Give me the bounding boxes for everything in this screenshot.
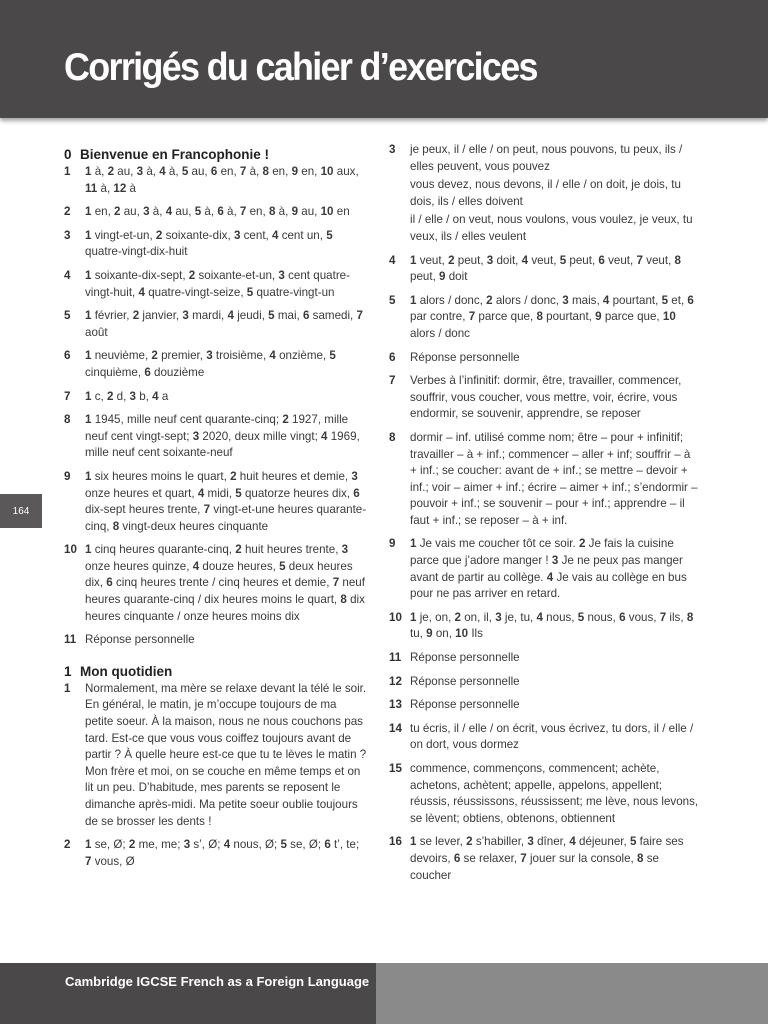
answer-number: 6 — [144, 365, 151, 379]
exercise-number: 5 — [64, 309, 71, 323]
answer-text: 1 Je vais me coucher tôt ce soir. 2 Je fais la cuisine parce que j’adore manger ! 3 Je ne peux pas manger avant de partir au collège. 4 Je vais au collège en bus pour ne pas arriver en retard. — [410, 537, 687, 601]
answer-number: 4 — [192, 559, 200, 573]
answer-number: 2 — [466, 835, 473, 849]
answer-number: 7 — [659, 610, 667, 624]
section-0-items — [64, 164, 368, 649]
answer-number: 6 — [302, 309, 310, 323]
section-title: Bienvenue en Francophonie ! — [80, 147, 270, 162]
exercise-number: 13 — [389, 698, 402, 712]
answer-number: 10 — [455, 627, 469, 641]
answer-number: 2 — [151, 349, 158, 363]
answer-number: 4 — [546, 570, 554, 584]
answer-number: 1 — [85, 838, 92, 852]
answer-number: 2 — [155, 228, 163, 242]
answer-number: 3 — [527, 835, 534, 849]
exercise-number: 2 — [64, 205, 71, 219]
answer-number: 9 — [291, 205, 299, 219]
answer-number: 3 — [206, 349, 213, 363]
answer-text: 1 en, 2 au, 3 à, 4 au, 5 à, 6 à, 7 en, 8 à, 9 au, 10 en — [85, 205, 350, 219]
answer-number: 1 — [85, 389, 92, 403]
answer-text: commence, commençons, commencent; achète, achetons, achètent; appelle, appelons, appellent; réussis, réussissons, réussissent; me lève, nous levons, se lèvent; obtiens, obtenons, obtiennent — [410, 762, 699, 825]
exercise-answer — [410, 293, 699, 343]
answer-text: 1 février, 2 janvier, 3 mardi, 4 jeudi, 5 mai, 6 samedi, 7 août — [85, 309, 363, 339]
answer-number: 3 — [136, 165, 144, 178]
exercise-item — [64, 389, 368, 406]
answer-number: 4 — [138, 285, 145, 299]
exercise-item — [389, 350, 699, 367]
exercise-answer — [410, 536, 699, 602]
answer-number: 2 — [132, 309, 140, 323]
answer-text: 1 à, 2 au, 3 à, 4 à, 5 au, 6 en, 7 à, 8 en, 9 en, 10 aux, 11 à, 12 à — [85, 165, 359, 195]
answer-number: 7 — [239, 165, 247, 178]
exercise-item — [64, 412, 368, 462]
answer-text: 1 neuvième, 2 premier, 3 troisième, 4 onzième, 5 cinquième, 6 douzième — [85, 349, 336, 379]
answer-number: 7 — [239, 205, 247, 219]
exercise-number: 10 — [389, 610, 402, 624]
answer-number: 1 — [85, 543, 92, 557]
answer-number: 3 — [143, 205, 150, 219]
exercise-answer — [85, 389, 368, 406]
answer-number: 1 — [85, 228, 92, 242]
exercise-answer — [410, 373, 699, 423]
exercise-item — [64, 469, 368, 535]
answer-number: 5 — [235, 486, 242, 500]
answer-number: 3 — [551, 554, 559, 568]
answer-number: 4 — [159, 165, 166, 178]
answer-number: 4 — [165, 205, 173, 219]
exercise-item — [389, 721, 699, 754]
answer-number: 5 — [329, 349, 336, 363]
exercise-item — [389, 253, 699, 286]
answer-number: 4 — [569, 835, 576, 849]
right-column-items — [389, 142, 699, 884]
exercise-answer — [410, 253, 699, 286]
exercise-number: 8 — [389, 430, 396, 444]
exercise-item — [64, 632, 368, 649]
answer-number: 1 — [410, 610, 417, 624]
answer-text: 1 se lever, 2 s’habiller, 3 dîner, 4 déjeuner, 5 faire ses devoirs, 6 se relaxer, 7 jouer sur la console, 8 se coucher — [410, 835, 684, 882]
answer-number: 5 — [577, 610, 585, 624]
answer-number: 3 — [486, 253, 494, 267]
exercise-number: 12 — [389, 674, 402, 688]
answer-number: 2 — [235, 543, 242, 557]
answer-number: 2 — [282, 413, 289, 427]
answer-number: 3 — [233, 228, 241, 242]
exercise-number: 14 — [389, 721, 402, 735]
exercise-answer — [410, 430, 699, 530]
exercise-item — [64, 204, 368, 221]
answer-number: 2 — [128, 838, 136, 852]
exercise-item — [64, 837, 368, 870]
answer-text: 1 vingt-et-un, 2 soixante-dix, 3 cent, 4 cent un, 5 quatre-vingt-dix-huit — [85, 228, 333, 259]
answer-text: 1 six heures moins le quart, 2 huit heures et demie, 3 onze heures et quart, 4 midi, 5 quatorze heures dix, 6 dix-sept heures trente, 7 vingt-et-une heures quarante-cinq, 8 vingt-deux heures cinquante — [85, 469, 367, 533]
section-1-items — [64, 681, 368, 871]
exercise-number: 1 — [64, 165, 71, 178]
section-heading-0 — [64, 146, 368, 164]
answer-number: 6 — [324, 838, 331, 852]
answer-number: 8 — [536, 310, 543, 324]
answer-number: 7 — [468, 310, 476, 324]
answer-number: 1 — [85, 205, 92, 219]
answer-number: 6 — [687, 293, 694, 307]
answer-number: 4 — [521, 253, 529, 267]
answer-number: 4 — [197, 486, 205, 500]
answer-number: 6 — [453, 851, 461, 865]
answer-number: 6 — [217, 205, 224, 219]
answer-number: 3 — [278, 268, 285, 282]
answer-number: 11 — [85, 181, 98, 195]
exercise-item — [389, 430, 699, 530]
exercise-number: 9 — [64, 469, 71, 483]
exercise-number: 16 — [389, 835, 402, 849]
answer-number: 3 — [192, 429, 200, 443]
exercise-item — [389, 834, 699, 884]
answer-text: dormir – inf. utilisé comme nom; être – pour + infinitif; travailler – à + inf.; commencer – aller + inf; souffrir – à + inf.; se coucher: avant de + inf.; se mettre – devoir + inf.; voir – aimer + inf.; écrire – aimer + inf.; s’endormir – pouvoir + inf.; se souvenir – pour + inf.; apprendre – il faut + inf.; se reposer – à + inf. — [410, 430, 698, 527]
page-footer — [0, 963, 768, 1024]
exercise-answer — [85, 228, 368, 261]
answer-text: 1 soixante-dix-sept, 2 soixante-et-un, 3 cent quatre-vingt-huit, 4 quatre-vingt-seize, 5 quatre-vingt-un — [85, 268, 350, 299]
answer-number: 2 — [188, 268, 196, 282]
exercise-answer — [85, 469, 368, 535]
exercise-item — [64, 681, 368, 830]
page-number-tab — [0, 494, 42, 528]
exercise-item — [64, 228, 368, 261]
exercise-number: 3 — [64, 228, 71, 242]
answer-number: 5 — [280, 838, 287, 852]
answer-number: 7 — [356, 309, 363, 323]
answer-number: 8 — [674, 253, 681, 267]
exercise-item — [389, 293, 699, 343]
answer-number: 3 — [341, 543, 349, 557]
exercise-number: 4 — [64, 268, 71, 282]
answer-number: 7 — [332, 576, 340, 590]
answer-number: 5 — [194, 205, 202, 219]
answer-text: Réponse personnelle — [410, 674, 520, 688]
answer-number: 1 — [85, 268, 92, 282]
answer-number: 5 — [326, 228, 333, 242]
left-column — [64, 142, 368, 877]
answer-number: 6 — [353, 486, 360, 500]
answer-number: 5 — [279, 559, 286, 573]
answer-number: 1 — [410, 537, 417, 551]
answer-number: 9 — [426, 627, 433, 641]
answer-number: 1 — [85, 413, 92, 427]
answer-number: 2 — [578, 537, 586, 551]
answer-number: 4 — [602, 293, 610, 307]
answer-number: 8 — [637, 851, 644, 865]
answer-number: 7 — [85, 854, 92, 868]
exercise-number: 11 — [64, 633, 77, 647]
answer-number: 8 — [268, 205, 276, 219]
answer-number: 3 — [351, 469, 358, 483]
answer-text: Réponse personnelle — [410, 651, 520, 665]
answer-number: 2 — [107, 165, 115, 178]
answer-number: 5 — [661, 293, 669, 307]
answer-number: 5 — [268, 309, 275, 323]
answer-number: 2 — [454, 610, 461, 624]
answer-number: 3 — [495, 610, 502, 624]
exercise-answer — [85, 542, 368, 625]
answer-text: Verbes à l’infinitif: dormir, être, travailler, commencer, souffrir, vous coucher, vous mettre, voir, écrire, vous endormir, se souvenir, apprendre, se reposer — [410, 374, 682, 421]
exercise-number: 1 — [64, 681, 71, 695]
answer-number: 6 — [598, 253, 605, 267]
answer-text: Réponse personnelle — [85, 633, 195, 647]
answer-number: 1 — [410, 293, 417, 307]
exercise-item — [389, 610, 699, 643]
answer-number: 1 — [85, 469, 92, 483]
answer-number: 3 — [129, 389, 136, 403]
page-title: Corrigés du cahier d’exercices — [64, 46, 537, 89]
answer-number: 1 — [410, 253, 417, 267]
exercise-answer — [410, 674, 699, 691]
exercise-answer — [410, 350, 699, 367]
exercise-number: 15 — [389, 762, 402, 775]
exercise-number: 2 — [64, 838, 71, 852]
exercise-number: 4 — [389, 253, 396, 267]
answer-text: 1 alors / donc, 2 alors / donc, 3 mais, 4 pourtant, 5 et, 6 par contre, 7 parce que, 8 pourtant, 9 parce que, 10 alors / donc — [410, 293, 694, 340]
answer-number: 9 — [595, 310, 602, 324]
answer-text: 1 c, 2 d, 3 b, 4 a — [85, 389, 169, 403]
answer-text: 1 je, on, 2 on, il, 3 je, tu, 4 nous, 5 nous, 6 vous, 7 ils, 8 tu, 9 on, 10 Ils — [410, 610, 694, 641]
answer-number: 4 — [152, 389, 159, 403]
exercise-answer — [410, 697, 699, 714]
answer-text: Réponse personnelle — [410, 698, 520, 712]
answer-number: 2 — [486, 293, 493, 307]
exercise-answer — [410, 761, 699, 827]
exercise-number: 6 — [64, 349, 71, 363]
answer-number: 4 — [223, 838, 231, 852]
exercise-item — [64, 268, 368, 301]
exercise-item — [64, 348, 368, 381]
answer-number: 4 — [269, 349, 276, 363]
answer-number: 4 — [227, 309, 234, 323]
answer-number: 8 — [686, 610, 694, 624]
answer-number: 4 — [272, 228, 279, 242]
exercise-item — [389, 650, 699, 667]
exercise-number: 7 — [64, 389, 71, 403]
exercise-item — [64, 164, 368, 197]
answer-text: je peux, il / elle / on peut, nous pouvons, tu peux, ils / elles peuvent, vous pouvez — [410, 143, 683, 173]
answer-number: 1 — [85, 165, 92, 178]
section-heading-1 — [64, 663, 368, 681]
answer-text: 1 cinq heures quarante-cinq, 2 huit heures trente, 3 onze heures quinze, 4 douze heures, 5 deux heures dix, 6 cinq heures trente / cinq heures et demie, 7 neuf heures quarante-cinq / dix heures moins le quart, 8 dix heures cinquante / onze heures moins dix — [85, 543, 365, 623]
answer-text: 1 se, Ø; 2 me, me; 3 s’, Ø; 4 nous, Ø; 5 se, Ø; 6 t’, te; 7 vous, Ø — [85, 838, 360, 868]
answer-number: 8 — [112, 519, 120, 533]
exercise-number: 7 — [389, 374, 396, 388]
exercise-answer — [85, 204, 368, 221]
answer-number: 8 — [262, 165, 269, 178]
answer-text: 1 1945, mille neuf cent quarante-cinq; 2 1927, mille neuf cent vingt-sept; 3 2020, deux mille vingt; 4 1969, mille neuf cent soixante-neuf — [85, 413, 360, 460]
answer-text: 1 veut, 2 peut, 3 doit, 4 veut, 5 peut, 6 veut, 7 veut, 8 peut, 9 doit — [410, 253, 681, 284]
answer-number: 9 — [291, 165, 299, 178]
exercise-number: 3 — [389, 143, 396, 156]
answer-number: 12 — [113, 181, 127, 195]
exercise-item — [389, 761, 699, 827]
exercise-answer — [85, 412, 368, 462]
page-header — [0, 0, 768, 118]
answer-number: 3 — [562, 293, 569, 307]
answer-number: 6 — [106, 576, 113, 590]
exercise-item — [389, 674, 699, 691]
answer-text: vous devez, nous devons, il / elle / on doit, je dois, tu dois, ils / elles doivent — [410, 178, 681, 208]
answer-number: 10 — [320, 205, 334, 219]
exercise-answer — [410, 142, 699, 246]
exercise-item — [64, 308, 368, 341]
answer-number: 2 — [448, 253, 455, 267]
exercise-answer — [410, 834, 699, 884]
exercise-item — [64, 542, 368, 625]
answer-number: 10 — [320, 165, 334, 178]
exercise-item — [389, 142, 699, 246]
answer-number: 1 — [85, 349, 92, 363]
answer-text: Normalement, ma mère se relaxe devant la télé le soir. En général, le matin, je m’occupe toujours de ma petite soeur. À la maison, nous ne nous couchons pas tard. Est-ce que vous vous coiffez toujours avant de partir ? À quelle heure est-ce que tu te lèves le matin ? Mon frère et moi, on se couche en même temps et on lit un peu. D’habitude, mes parents se reposent le dimanche après-midi. Ma petite soeur oublie toujours de se brosser les dents ! — [85, 681, 367, 828]
answer-number: 7 — [203, 503, 211, 517]
answer-number: 5 — [559, 253, 567, 267]
exercise-answer — [85, 308, 368, 341]
section-number: 1 — [64, 663, 72, 679]
answer-number: 5 — [181, 165, 189, 178]
answer-number: 1 — [410, 835, 417, 849]
answer-number: 5 — [246, 285, 254, 299]
exercise-answer — [85, 632, 368, 649]
answer-number: 4 — [536, 610, 543, 624]
exercise-answer — [85, 681, 368, 830]
answer-text: Réponse personnelle — [410, 350, 520, 364]
answer-text: tu écris, il / elle / on écrit, vous écrivez, tu dors, il / elle / on dort, vous dormez — [410, 721, 694, 752]
answer-number: 7 — [636, 253, 643, 267]
exercise-answer — [85, 164, 368, 197]
exercise-number: 11 — [389, 651, 402, 665]
exercise-answer — [410, 721, 699, 754]
right-column — [389, 142, 699, 891]
exercise-number: 5 — [389, 293, 396, 307]
section-number: 0 — [64, 147, 72, 162]
exercise-answer — [410, 650, 699, 667]
answer-number: 6 — [210, 165, 218, 178]
answer-number: 4 — [321, 429, 328, 443]
exercise-answer — [410, 610, 699, 643]
exercise-answer — [85, 348, 368, 381]
exercise-number: 6 — [389, 350, 396, 364]
answer-number: 6 — [619, 610, 626, 624]
answer-number: 2 — [114, 205, 121, 219]
section-title: Mon quotidien — [80, 663, 173, 679]
answer-number: 7 — [520, 851, 527, 865]
exercise-answer — [85, 268, 368, 301]
exercise-answer — [85, 837, 368, 870]
answer-number: 5 — [629, 835, 637, 849]
answer-number: 1 — [85, 309, 92, 323]
answer-number: 2 — [230, 469, 237, 483]
answer-number: 8 — [340, 593, 347, 607]
answer-number: 3 — [183, 838, 191, 852]
exercise-item — [389, 373, 699, 423]
exercise-item — [389, 697, 699, 714]
answer-number: 9 — [439, 270, 446, 284]
exercise-number: 9 — [389, 537, 396, 551]
answer-text: il / elle / on veut, nous voulons, vous voulez, je veux, tu veux, ils / elles veulent — [410, 213, 693, 243]
footer-title: Cambridge IGCSE French as a Foreign Language — [65, 974, 370, 989]
page-number: 164 — [12, 505, 30, 517]
exercise-number: 8 — [64, 413, 71, 427]
answer-number: 2 — [106, 389, 114, 403]
answer-number: 3 — [182, 309, 189, 323]
footer-accent-block — [376, 963, 768, 1024]
answer-number: 10 — [662, 310, 676, 324]
exercise-number: 10 — [64, 543, 77, 557]
exercise-item — [389, 536, 699, 602]
